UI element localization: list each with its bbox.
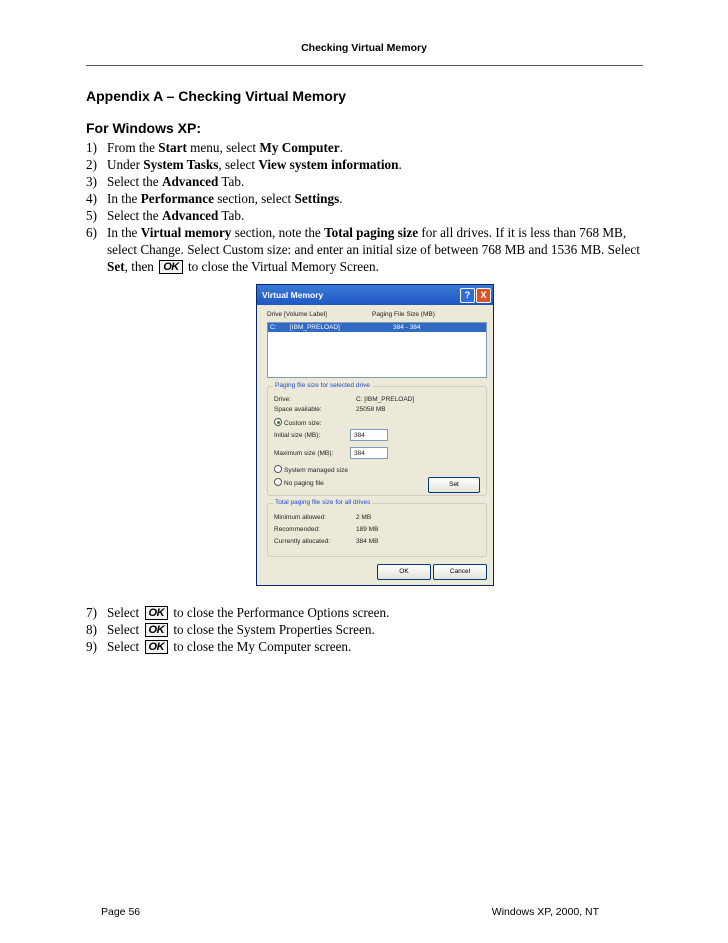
step-text: to close the Performance Options screen.: [170, 605, 390, 620]
bold-term: Advanced: [161, 174, 219, 189]
step-number: 5): [86, 208, 97, 223]
step-text: .: [398, 157, 402, 172]
bold-term: System Tasks: [143, 157, 219, 172]
step-text: , select: [218, 157, 259, 172]
ok-button-graphic: OK: [145, 623, 169, 637]
step-text: Select: [107, 639, 143, 654]
drive-size: 384 - 384: [393, 324, 421, 331]
dialog-titlebar: [257, 285, 493, 305]
currently-allocated-value: 384 MB: [356, 538, 379, 545]
max-size-input[interactable]: 384: [350, 447, 388, 459]
step-text: to close the Virtual Memory Screen.: [184, 259, 379, 274]
group-label: Paging file size for selected drive: [275, 382, 371, 389]
drive-list[interactable]: [267, 322, 487, 378]
step-text: In the: [107, 191, 141, 206]
drive-letter: C:: [270, 324, 277, 331]
step-number: 7): [86, 605, 97, 620]
drive-label: [IBM_PRELOAD]: [290, 324, 340, 331]
step-text: for all drives. If it is less than 768 MB, select Change. Select Custom size: and enter an initial size of between 768 MB and 1536 MB. Select: [107, 225, 640, 257]
ok-button-graphic: OK: [145, 640, 169, 654]
os-heading: For Windows XP:: [86, 120, 201, 136]
page-number: Page 56: [101, 906, 141, 918]
bold-term: Total paging size: [324, 225, 419, 240]
step-number: 8): [86, 622, 97, 637]
space-available-value: 25058 MB: [356, 406, 386, 413]
step-text: Tab.: [218, 208, 245, 223]
drive-info-label: Drive:: [274, 396, 291, 403]
radio-selected-icon[interactable]: [274, 418, 282, 426]
bold-term: Set: [107, 259, 125, 274]
radio-icon[interactable]: [274, 478, 282, 486]
header-rule: [86, 65, 643, 66]
step-text: .: [339, 191, 343, 206]
step-number: 1): [86, 140, 97, 155]
currently-allocated-label: Currently allocated:: [274, 538, 330, 545]
drive-info-row: [274, 396, 415, 403]
step-item: [86, 156, 656, 173]
max-size-row: [274, 450, 333, 457]
space-available-label: Space available:: [274, 406, 322, 413]
custom-size-label: Custom size:: [284, 420, 322, 427]
step-text: From the: [107, 140, 159, 155]
step-text: , then: [124, 259, 158, 274]
step-text: section, select: [213, 191, 295, 206]
step-text: section, note the: [231, 225, 325, 240]
bold-term: View system information: [258, 157, 399, 172]
running-header: Checking Virtual Memory: [301, 42, 427, 54]
steps-list-b: [86, 604, 389, 655]
step-number: 4): [86, 191, 97, 206]
virtual-memory-dialog: [256, 284, 494, 586]
step-text: .: [339, 140, 343, 155]
no-paging-label: No paging file: [284, 480, 324, 487]
step-item: [86, 224, 656, 275]
recommended-row: [274, 526, 379, 533]
cancel-button[interactable]: Cancel: [433, 564, 487, 580]
initial-size-label: Initial size (MB):: [274, 432, 321, 439]
step-text: Under: [107, 157, 144, 172]
bold-term: Start: [158, 140, 187, 155]
ok-button-graphic: OK: [159, 260, 183, 274]
step-number: 6): [86, 225, 97, 240]
initial-size-row: [274, 432, 320, 439]
custom-size-radio[interactable]: [274, 418, 322, 427]
help-button[interactable]: ?: [460, 288, 475, 303]
step-item: [86, 621, 389, 638]
recommended-value: 189 MB: [356, 526, 379, 533]
ok-button[interactable]: OK: [377, 564, 431, 580]
bold-term: Performance: [140, 191, 214, 206]
minimum-allowed-row: [274, 514, 372, 521]
step-text: Select the: [107, 208, 162, 223]
ok-button-graphic: OK: [145, 606, 169, 620]
step-text: to close the My Computer screen.: [170, 639, 352, 654]
minimum-allowed-value: 2 MB: [356, 514, 372, 521]
step-item: [86, 139, 656, 156]
system-managed-label: System managed size: [284, 467, 348, 474]
currently-allocated-row: [274, 538, 379, 545]
system-managed-radio[interactable]: [274, 465, 348, 474]
step-text: In the: [107, 225, 141, 240]
bold-term: Advanced: [161, 208, 219, 223]
steps-list-a: [86, 139, 656, 275]
step-item: [86, 207, 656, 224]
step-text: menu, select: [186, 140, 260, 155]
recommended-label: Recommended:: [274, 526, 320, 533]
no-paging-radio[interactable]: [274, 478, 324, 487]
step-item: [86, 604, 389, 621]
space-available-row: [274, 406, 386, 413]
total-paging-group: [267, 499, 487, 557]
step-item: [86, 173, 656, 190]
step-number: 3): [86, 174, 97, 189]
bold-term: Settings: [294, 191, 340, 206]
selected-drive-group: [267, 382, 487, 496]
appendix-title: Appendix A – Checking Virtual Memory: [86, 88, 347, 104]
max-size-label: Maximum size (MB):: [274, 450, 334, 457]
step-item: [86, 190, 656, 207]
bold-term: My Computer: [259, 140, 340, 155]
close-button[interactable]: X: [476, 288, 491, 303]
dialog-title: Virtual Memory: [262, 290, 324, 300]
step-text: Select: [107, 605, 143, 620]
group-label: Total paging file size for all drives: [275, 499, 371, 506]
column-paging-size[interactable]: Paging File Size (MB): [372, 311, 435, 318]
step-text: Select the: [107, 174, 162, 189]
set-button[interactable]: Set: [428, 477, 480, 493]
initial-size-input[interactable]: 384: [350, 429, 388, 441]
step-text: to close the System Properties Screen.: [170, 622, 375, 637]
step-number: 9): [86, 639, 97, 654]
column-drive[interactable]: Drive [Volume Label]: [267, 311, 327, 318]
step-text: Select: [107, 622, 143, 637]
minimum-allowed-label: Minimum allowed:: [274, 514, 327, 521]
step-item: [86, 638, 389, 655]
step-text: Tab.: [218, 174, 245, 189]
bold-term: Virtual memory: [140, 225, 232, 240]
step-number: 2): [86, 157, 97, 172]
radio-icon[interactable]: [274, 465, 282, 473]
drive-row-selected[interactable]: [268, 323, 486, 332]
footer-os: Windows XP, 2000, NT: [491, 906, 599, 918]
drive-info-value: C: [IBM_PRELOAD]: [356, 396, 415, 403]
